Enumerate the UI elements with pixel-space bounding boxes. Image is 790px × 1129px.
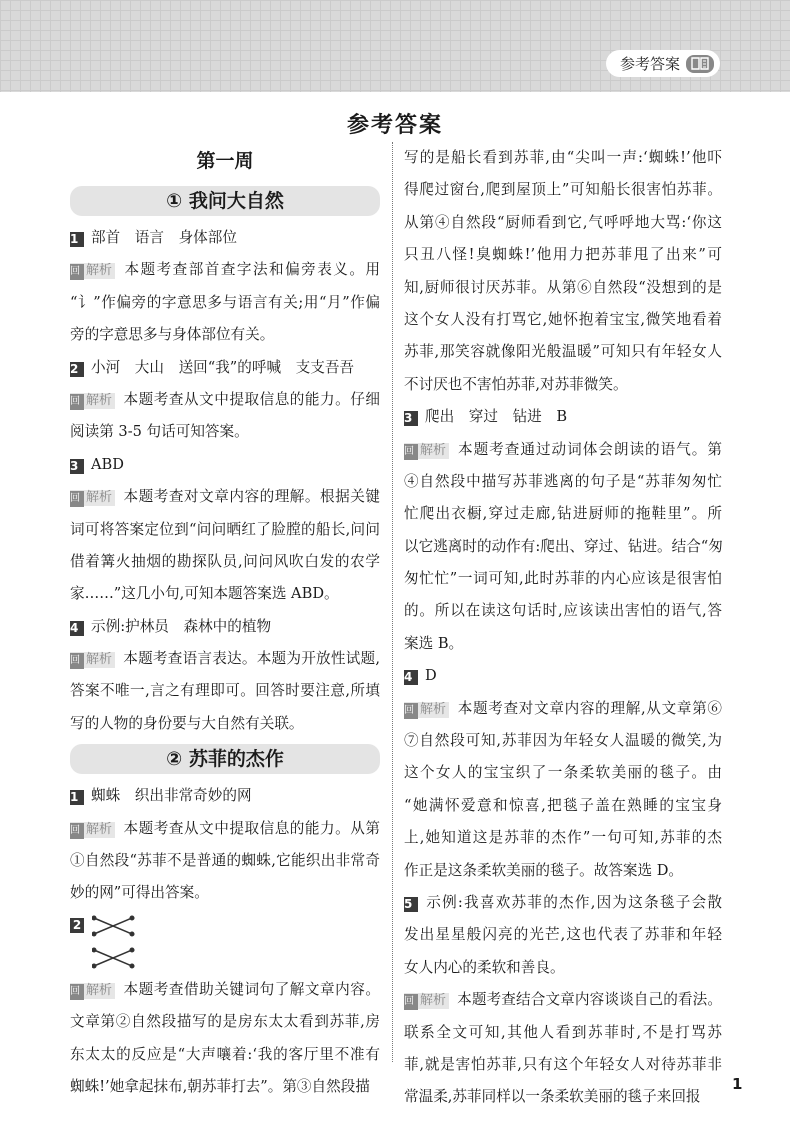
text-line	[404, 239, 722, 271]
line-text: 这个女人的宝宝织了一条柔软美丽的毯子。由	[404, 764, 722, 782]
line-text: 发出星星般闪亮的光芒,这也代表了苏菲和年轻	[404, 926, 722, 944]
answer-key-tag-label: 参考答案	[619, 55, 680, 73]
text-line	[70, 1039, 380, 1071]
analysis-label-text: 解析	[420, 701, 447, 717]
analysis-label-text: 解析	[420, 993, 447, 1009]
line-text: 的。所以在读这句话时,应该读出害怕的语气,答	[404, 602, 722, 620]
text-line	[404, 336, 722, 368]
page-number: 1	[732, 1075, 743, 1093]
section-heading: ① 我问大自然	[70, 186, 380, 216]
text-line	[70, 708, 380, 740]
text-line	[404, 466, 722, 498]
line-text: 本题考查对文章内容的理解。根据关键	[123, 488, 380, 506]
text-line	[404, 660, 722, 692]
line-text: 写的是船长看到苏菲,由“尖叫一声:‘蜘蛛!’他吓	[404, 149, 722, 166]
line-text: 文章第②自然段描写的是房东太太看到苏菲,房	[70, 1013, 380, 1031]
text-line	[404, 1049, 722, 1081]
matching-answer	[70, 910, 380, 974]
text-line	[70, 384, 380, 416]
text-line	[70, 974, 380, 1006]
line-text: 本题考查借助关键词句了解文章内容。	[123, 980, 380, 998]
question-number: 4	[70, 621, 84, 636]
text-line	[404, 790, 722, 822]
line-text: 作正是这条柔软美丽的毯子。故答案选 D。	[404, 861, 684, 879]
text-line	[70, 578, 380, 610]
line-text: 词可将答案定位到“问问晒红了脸膛的船长,问问	[70, 520, 380, 538]
line-text: 示例:我喜欢苏菲的杰作,因为这条毯子会散	[425, 893, 722, 911]
line-text: 本题考查对文章内容的理解,从文章第⑥	[457, 699, 722, 717]
analysis-icon: 回	[70, 264, 84, 280]
text-line	[404, 725, 722, 757]
line-text: 菲,就是害怕苏菲,只有这个年轻女人对待苏菲非	[404, 1055, 722, 1073]
analysis-icon: 回	[70, 491, 84, 507]
line-text: 借着篝火抽烟的勘探队员,问问风吹白发的农学	[70, 552, 380, 570]
line-text: 苏菲,那笑容就像阳光般温暖”可知只有年轻女人	[404, 343, 722, 361]
analysis-label	[404, 702, 449, 718]
line-text: 示例:护林员 森林中的植物	[91, 617, 272, 635]
line-text: 答案不唯一,言之有理即可。回答时要注意,所填	[70, 682, 380, 700]
line-text: 写的人物的身份要与大自然有关联。	[70, 714, 304, 732]
analysis-label	[404, 443, 449, 459]
text-line	[404, 952, 722, 984]
analysis-label-text: 解析	[86, 490, 113, 506]
question-number: 3	[404, 411, 418, 426]
line-text: 匆忙忙”一词可知,此时苏菲的内心应该是很害怕	[404, 570, 722, 588]
book-icon	[686, 55, 714, 73]
line-text: 联系全文可知,其他人看到苏菲时,不是打骂苏	[404, 1023, 722, 1041]
line-text: 旁的字意思多与身体部位有关。	[70, 326, 275, 344]
analysis-label-text: 解析	[86, 821, 113, 837]
text-line	[70, 319, 380, 351]
analysis-label-text: 解析	[420, 442, 447, 458]
question-number: 1	[70, 790, 84, 805]
question-number: 1	[70, 232, 84, 247]
text-line	[70, 514, 380, 546]
question-number: 2	[70, 362, 84, 377]
text-line	[70, 611, 380, 643]
line-text: 蜘蛛 织出非常奇妙的网	[91, 787, 252, 805]
text-line	[70, 449, 380, 481]
text-line	[70, 1071, 380, 1103]
line-text: “她满怀爱意和惊喜,把毯子盖在熟睡的宝宝身	[404, 796, 722, 814]
line-text: 本题考查语言表达。本题为开放性试题,	[123, 650, 380, 668]
analysis-label	[404, 993, 449, 1009]
line-text: ⑦自然段可知,苏菲因为年轻女人温暖的微笑,为	[404, 732, 722, 750]
question-number: 3	[70, 459, 84, 474]
question-number: 5	[404, 897, 418, 912]
matching-lines-icon	[92, 910, 152, 974]
line-text: 上,她知道这是苏菲的杰作”一句可知,苏菲的杰	[404, 829, 722, 847]
line-text: ④自然段中描写苏菲逃离的句子是“苏菲匆匆忙	[404, 472, 722, 490]
analysis-label	[70, 983, 115, 999]
line-text: ①自然段“苏菲不是普通的蜘蛛,它能织出非常奇	[70, 852, 380, 870]
analysis-label	[70, 652, 115, 668]
analysis-icon: 回	[70, 653, 84, 669]
line-text: 以它逃离时的动作有:爬出、穿过、钻进。结合“匆	[404, 537, 723, 555]
line-text: 东太太的反应是“大声嚷着:‘我的客厅里不准有	[70, 1045, 380, 1063]
column-divider	[392, 142, 393, 1062]
line-text: 忙爬出衣橱,穿过走廊,钻进厨师的拖鞋里”。所	[404, 505, 722, 523]
line-text: 女人内心的柔软和善良。	[404, 958, 565, 976]
text-line	[404, 401, 722, 433]
question-number: 2	[70, 918, 84, 933]
text-line	[404, 1017, 722, 1049]
page-title: 参考答案	[346, 113, 443, 138]
text-line	[404, 369, 722, 401]
text-line	[404, 304, 722, 336]
line-text: 不讨厌也不害怕苏菲,对苏菲微笑。	[404, 375, 628, 393]
text-line	[70, 287, 380, 319]
text-line	[70, 352, 380, 384]
text-line	[70, 546, 380, 578]
line-text: 妙的网”可得出答案。	[70, 884, 209, 902]
analysis-icon: 回	[404, 444, 418, 460]
analysis-icon: 回	[70, 394, 84, 410]
text-line	[404, 531, 722, 563]
analysis-label-text: 解析	[86, 652, 113, 668]
text-line	[404, 693, 722, 725]
text-line	[404, 207, 722, 239]
text-line	[404, 174, 722, 206]
line-text: 本题考查部首查字法和偏旁表义。用	[123, 261, 380, 279]
line-text: 本题考查通过动词体会朗读的语气。第	[457, 440, 722, 458]
line-text: 案选 B。	[404, 634, 464, 652]
text-line	[404, 855, 722, 887]
analysis-label	[70, 263, 115, 279]
text-line	[404, 887, 722, 919]
question-number: 4	[404, 670, 418, 685]
text-line	[70, 481, 380, 513]
text-line	[404, 628, 722, 660]
line-text: 本题考查结合文章内容谈谈自己的看法。	[457, 991, 722, 1009]
line-text: 阅读第 3-5 句话可知答案。	[70, 423, 249, 441]
section-heading: ② 苏菲的杰作	[70, 744, 380, 774]
line-text: 部首 语言 身体部位	[91, 229, 237, 246]
analysis-icon: 回	[404, 994, 418, 1010]
line-text: 家……”这几小句,可知本题答案选 ABD。	[70, 585, 339, 603]
line-text: 小河 大山 送回“我”的呼喊 支支吾吾	[91, 358, 355, 376]
analysis-label	[70, 490, 115, 506]
text-line	[70, 1006, 380, 1038]
text-line	[70, 643, 380, 675]
text-line	[70, 780, 380, 812]
text-line	[70, 254, 380, 286]
analysis-icon: 回	[70, 984, 84, 1000]
line-text: D	[425, 667, 437, 685]
text-line	[404, 984, 722, 1016]
text-line	[404, 434, 722, 466]
line-text: 知,厨师很讨厌苏菲。从第⑥自然段“没想到的是	[404, 278, 722, 296]
line-text: 本题考查从文中提取信息的能力。从第	[123, 819, 380, 837]
analysis-label-text: 解析	[86, 392, 113, 408]
text-line	[70, 675, 380, 707]
text-line	[70, 813, 380, 845]
left-column	[70, 146, 380, 1103]
text-line	[404, 142, 722, 174]
right-column	[404, 142, 722, 1114]
line-text: 这个女人没有打骂它,她怀抱着宝宝,微笑地看着	[404, 310, 722, 328]
text-line	[70, 877, 380, 909]
text-line	[404, 272, 722, 304]
line-text: “讠”作偏旁的字意思多与语言有关;用“月”作偏	[70, 293, 380, 311]
analysis-icon: 回	[404, 703, 418, 719]
analysis-label-text: 解析	[86, 263, 113, 279]
text-line	[404, 919, 722, 951]
line-text: ABD	[91, 455, 124, 473]
header-band	[0, 0, 790, 92]
week-heading: 第一周	[196, 150, 254, 172]
line-text: 蜘蛛!’她拿起抹布,朝苏菲打去”。第③自然段描	[70, 1077, 370, 1095]
text-line	[70, 845, 380, 877]
text-line	[404, 563, 722, 595]
text-line	[404, 595, 722, 627]
answer-key-tag	[606, 50, 720, 77]
text-line	[404, 822, 722, 854]
text-line	[70, 222, 380, 254]
text-line	[404, 757, 722, 789]
line-text: 从第④自然段“厨师看到它,气呼呼地大骂:‘你这	[404, 213, 722, 231]
text-line	[70, 416, 380, 448]
line-text: 常温柔,苏菲同样以一条柔软美丽的毯子来回报	[404, 1088, 701, 1106]
line-text: 本题考查从文中提取信息的能力。仔细	[123, 390, 380, 408]
line-text: 只丑八怪!臭蜘蛛!’他用力把苏菲甩了出来”可	[404, 246, 722, 264]
analysis-label	[70, 822, 115, 838]
text-line	[404, 498, 722, 530]
line-text: 得爬过窗台,爬到屋顶上”可知船长很害怕苏菲。	[404, 181, 722, 199]
analysis-icon: 回	[70, 823, 84, 839]
text-line	[404, 1081, 722, 1113]
line-text: 爬出 穿过 钻进 B	[425, 408, 568, 426]
analysis-label-text: 解析	[86, 982, 113, 998]
analysis-label	[70, 393, 115, 409]
